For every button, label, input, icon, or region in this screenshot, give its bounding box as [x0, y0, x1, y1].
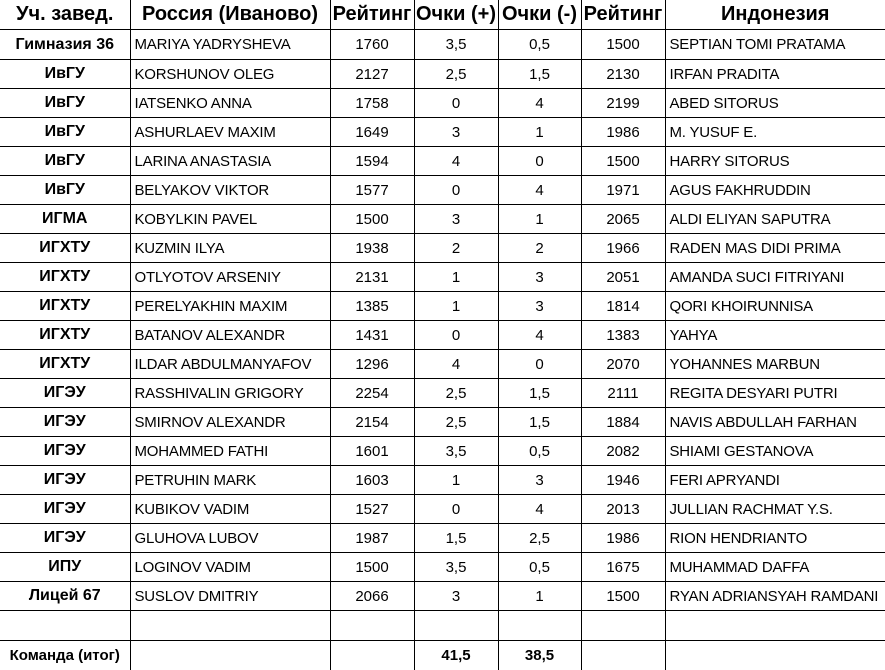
header-rating-id: Рейтинг [581, 0, 665, 30]
empty-cell [130, 641, 330, 670]
points-plus-cell: 2,5 [414, 60, 498, 89]
player-ru-cell: PERELYAKHIN MAXIM [130, 292, 330, 321]
rating-id-cell: 2013 [581, 495, 665, 524]
institution-cell: ИГЭУ [0, 408, 130, 437]
player-id-cell: AGUS FAKHRUDDIN [665, 176, 885, 205]
rating-ru-cell: 2127 [330, 60, 414, 89]
player-ru-cell: KORSHUNOV OLEG [130, 60, 330, 89]
player-ru-cell: PETRUHIN MARK [130, 466, 330, 495]
player-id-cell: AMANDA SUCI FITRIYANI [665, 263, 885, 292]
empty-cell [330, 641, 414, 670]
rating-ru-cell: 1758 [330, 89, 414, 118]
rating-ru-cell: 1385 [330, 292, 414, 321]
points-plus-cell: 0 [414, 89, 498, 118]
points-plus-cell: 0 [414, 495, 498, 524]
rating-ru-cell: 1500 [330, 553, 414, 582]
player-ru-cell: KUZMIN ILYA [130, 234, 330, 263]
points-plus-cell: 4 [414, 147, 498, 176]
rating-id-cell: 2070 [581, 350, 665, 379]
points-plus-cell: 3 [414, 205, 498, 234]
points-minus-cell: 0 [498, 147, 581, 176]
rating-id-cell: 2199 [581, 89, 665, 118]
rating-ru-cell: 2254 [330, 379, 414, 408]
player-ru-cell: ILDAR ABDULMANYAFOV [130, 350, 330, 379]
points-minus-cell: 0,5 [498, 553, 581, 582]
institution-cell: ИвГУ [0, 89, 130, 118]
player-ru-cell: MARIYA YADRYSHEVA [130, 30, 330, 60]
points-minus-cell: 1,5 [498, 60, 581, 89]
player-ru-cell: LOGINOV VADIM [130, 553, 330, 582]
player-id-cell: YAHYA [665, 321, 885, 350]
rating-id-cell: 1884 [581, 408, 665, 437]
points-minus-cell: 4 [498, 321, 581, 350]
player-id-cell: YOHANNES MARBUN [665, 350, 885, 379]
institution-cell: ИГХТУ [0, 292, 130, 321]
rating-id-cell: 1383 [581, 321, 665, 350]
header-russia: Россия (Иваново) [130, 0, 330, 30]
player-id-cell: RYAN ADRIANSYAH RAMDANI [665, 582, 885, 611]
header-rating-ru: Рейтинг [330, 0, 414, 30]
table-row [0, 147, 885, 176]
institution-cell: ИГЭУ [0, 466, 130, 495]
table-row [0, 292, 885, 321]
player-ru-cell: BELYAKOV VIKTOR [130, 176, 330, 205]
player-ru-cell: ASHURLAEV MAXIM [130, 118, 330, 147]
points-minus-cell: 3 [498, 466, 581, 495]
rating-ru-cell: 1601 [330, 437, 414, 466]
rating-ru-cell: 2131 [330, 263, 414, 292]
points-minus-cell: 1 [498, 582, 581, 611]
institution-cell: ИвГУ [0, 176, 130, 205]
table-row [0, 118, 885, 147]
rating-id-cell: 1500 [581, 582, 665, 611]
table-row [0, 205, 885, 234]
points-plus-cell: 3,5 [414, 437, 498, 466]
institution-cell: ИГЭУ [0, 524, 130, 553]
rating-id-cell: 2065 [581, 205, 665, 234]
player-ru-cell: IATSENKO ANNA [130, 89, 330, 118]
rating-id-cell: 1966 [581, 234, 665, 263]
player-ru-cell: RASSHIVALIN GRIGORY [130, 379, 330, 408]
empty-cell [581, 611, 665, 641]
player-id-cell: IRFAN PRADITA [665, 60, 885, 89]
table-row [0, 176, 885, 205]
rating-id-cell: 2082 [581, 437, 665, 466]
table-row [0, 524, 885, 553]
player-id-cell: SHIAMI GESTANOVA [665, 437, 885, 466]
table-row [0, 321, 885, 350]
table-row [0, 60, 885, 89]
table-row [0, 350, 885, 379]
rating-id-cell: 1675 [581, 553, 665, 582]
header-points-plus: Очки (+) [414, 0, 498, 30]
player-id-cell: ABED SITORUS [665, 89, 885, 118]
rating-ru-cell: 1431 [330, 321, 414, 350]
empty-cell [330, 611, 414, 641]
player-id-cell: FERI APRYANDI [665, 466, 885, 495]
empty-cell [414, 611, 498, 641]
player-id-cell: MUHAMMAD DAFFA [665, 553, 885, 582]
empty-cell [130, 611, 330, 641]
player-id-cell: RADEN MAS DIDI PRIMA [665, 234, 885, 263]
player-id-cell: JULLIAN RACHMAT Y.S. [665, 495, 885, 524]
player-id-cell: SEPTIAN TOMI PRATAMA [665, 30, 885, 60]
total-points-minus: 38,5 [498, 641, 581, 670]
institution-cell: ИвГУ [0, 118, 130, 147]
rating-id-cell: 1500 [581, 30, 665, 60]
player-ru-cell: OTLYOTOV ARSENIY [130, 263, 330, 292]
institution-cell: ИГХТУ [0, 350, 130, 379]
points-plus-cell: 0 [414, 176, 498, 205]
player-id-cell: REGITA DESYARI PUTRI [665, 379, 885, 408]
empty-cell [0, 611, 130, 641]
total-row [0, 641, 885, 670]
rating-ru-cell: 2154 [330, 408, 414, 437]
points-minus-cell: 0 [498, 350, 581, 379]
empty-cell [665, 641, 885, 670]
points-plus-cell: 1 [414, 466, 498, 495]
rating-ru-cell: 1594 [330, 147, 414, 176]
empty-cell [498, 611, 581, 641]
table-row [0, 466, 885, 495]
institution-cell: ИГМА [0, 205, 130, 234]
points-plus-cell: 3 [414, 582, 498, 611]
points-minus-cell: 3 [498, 263, 581, 292]
player-id-cell: QORI KHOIRUNNISA [665, 292, 885, 321]
rating-id-cell: 2111 [581, 379, 665, 408]
points-plus-cell: 4 [414, 350, 498, 379]
table-row [0, 408, 885, 437]
player-ru-cell: KOBYLKIN PAVEL [130, 205, 330, 234]
table-row [0, 582, 885, 611]
player-id-cell: ALDI ELIYAN SAPUTRA [665, 205, 885, 234]
rating-ru-cell: 1500 [330, 205, 414, 234]
player-ru-cell: BATANOV ALEXANDR [130, 321, 330, 350]
institution-cell: ИГЭУ [0, 379, 130, 408]
rating-id-cell: 1814 [581, 292, 665, 321]
empty-row [0, 611, 885, 641]
rating-id-cell: 1500 [581, 147, 665, 176]
player-id-cell: NAVIS ABDULLAH FARHAN [665, 408, 885, 437]
institution-cell: ИвГУ [0, 60, 130, 89]
rating-ru-cell: 1296 [330, 350, 414, 379]
player-ru-cell: LARINA ANASTASIA [130, 147, 330, 176]
points-plus-cell: 0 [414, 321, 498, 350]
header-points-minus: Очки (-) [498, 0, 581, 30]
rating-id-cell: 1946 [581, 466, 665, 495]
player-ru-cell: KUBIKOV VADIM [130, 495, 330, 524]
player-id-cell: RION HENDRIANTO [665, 524, 885, 553]
rating-ru-cell: 1760 [330, 30, 414, 60]
points-plus-cell: 2,5 [414, 408, 498, 437]
points-minus-cell: 1,5 [498, 379, 581, 408]
points-plus-cell: 1,5 [414, 524, 498, 553]
institution-cell: ИГЭУ [0, 437, 130, 466]
points-minus-cell: 2,5 [498, 524, 581, 553]
points-plus-cell: 2 [414, 234, 498, 263]
table-row [0, 495, 885, 524]
points-minus-cell: 1 [498, 118, 581, 147]
rating-ru-cell: 1603 [330, 466, 414, 495]
rating-id-cell: 1971 [581, 176, 665, 205]
institution-cell: Лицей 67 [0, 582, 130, 611]
institution-cell: ИГЭУ [0, 495, 130, 524]
player-ru-cell: SUSLOV DMITRIY [130, 582, 330, 611]
rating-ru-cell: 1938 [330, 234, 414, 263]
institution-cell: ИГХТУ [0, 234, 130, 263]
rating-ru-cell: 1527 [330, 495, 414, 524]
table-row [0, 437, 885, 466]
player-id-cell: M. YUSUF E. [665, 118, 885, 147]
table-row [0, 89, 885, 118]
points-plus-cell: 1 [414, 263, 498, 292]
rating-ru-cell: 1987 [330, 524, 414, 553]
empty-cell [581, 641, 665, 670]
points-minus-cell: 4 [498, 495, 581, 524]
rating-ru-cell: 1649 [330, 118, 414, 147]
institution-cell: ИГХТУ [0, 263, 130, 292]
header-row [0, 0, 885, 30]
institution-cell: ИвГУ [0, 147, 130, 176]
institution-cell: ИПУ [0, 553, 130, 582]
points-minus-cell: 2 [498, 234, 581, 263]
table-row [0, 379, 885, 408]
points-minus-cell: 1 [498, 205, 581, 234]
table-row [0, 30, 885, 60]
total-label: Команда (итог) [0, 641, 130, 670]
player-id-cell: HARRY SITORUS [665, 147, 885, 176]
points-plus-cell: 1 [414, 292, 498, 321]
points-minus-cell: 4 [498, 89, 581, 118]
rating-id-cell: 2051 [581, 263, 665, 292]
points-minus-cell: 1,5 [498, 408, 581, 437]
player-ru-cell: GLUHOVA LUBOV [130, 524, 330, 553]
points-plus-cell: 3,5 [414, 553, 498, 582]
player-ru-cell: SMIRNOV ALEXANDR [130, 408, 330, 437]
points-minus-cell: 3 [498, 292, 581, 321]
points-minus-cell: 0,5 [498, 30, 581, 60]
player-ru-cell: MOHAMMED FATHI [130, 437, 330, 466]
points-minus-cell: 4 [498, 176, 581, 205]
header-institution: Уч. завед. [0, 0, 130, 30]
points-plus-cell: 3 [414, 118, 498, 147]
points-plus-cell: 3,5 [414, 30, 498, 60]
total-points-plus: 41,5 [414, 641, 498, 670]
rating-ru-cell: 2066 [330, 582, 414, 611]
table-row [0, 263, 885, 292]
rating-ru-cell: 1577 [330, 176, 414, 205]
header-indonesia: Индонезия [665, 0, 885, 30]
rating-id-cell: 2130 [581, 60, 665, 89]
institution-cell: Гимназия 36 [0, 30, 130, 60]
institution-cell: ИГХТУ [0, 321, 130, 350]
points-minus-cell: 0,5 [498, 437, 581, 466]
rating-id-cell: 1986 [581, 118, 665, 147]
table-row [0, 553, 885, 582]
points-plus-cell: 2,5 [414, 379, 498, 408]
table-row [0, 234, 885, 263]
empty-cell [665, 611, 885, 641]
rating-id-cell: 1986 [581, 524, 665, 553]
